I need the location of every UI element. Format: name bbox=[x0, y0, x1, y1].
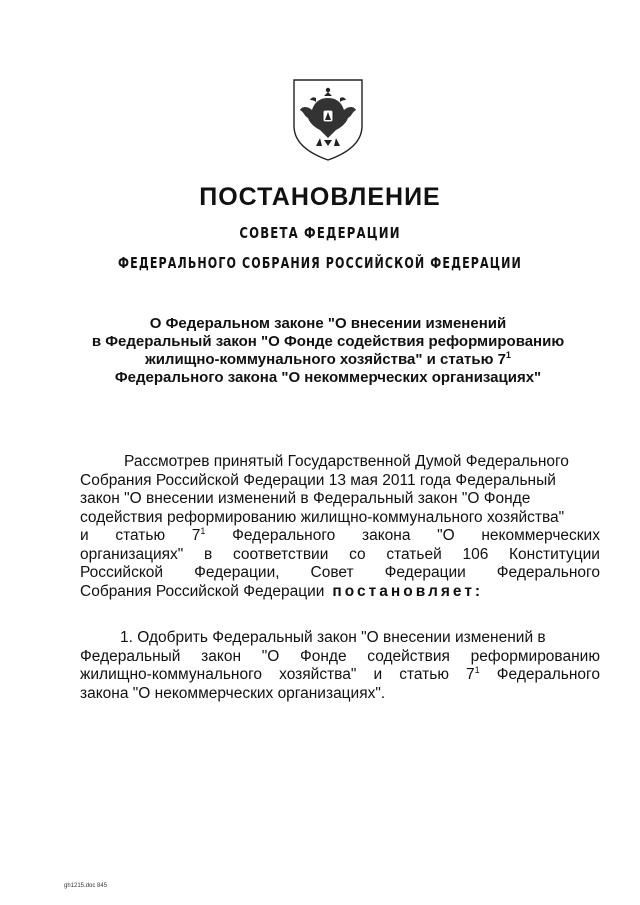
paragraph-line: закон "О внесении изменений в Федеральный закон "О Фонде bbox=[80, 490, 531, 507]
subject-line: Федерального закона "О некоммерческих организациях" bbox=[114, 369, 542, 386]
paragraph-line: закона "О некоммерческих организациях". bbox=[80, 684, 386, 702]
resolution-verb: постановляет: bbox=[332, 582, 484, 600]
paragraph-line: Рассмотрев принятый Государственной Думой Федерального bbox=[124, 453, 569, 470]
document-subject bbox=[60, 315, 596, 387]
document-title: ПОСТАНОВЛЕНИЕ bbox=[199, 183, 441, 211]
subject-line: жилищно-коммунального хозяйства" и статью $7^1$ bbox=[145, 350, 511, 368]
paragraph-line: содействия реформированию жилищно-коммунального хозяйства" bbox=[80, 508, 565, 526]
paragraph-line: Собрания Российской Федерации 13 мая 2011 года Федеральный bbox=[80, 471, 556, 489]
superscript: 1 bbox=[200, 526, 206, 536]
document-subtitle-line2: ФЕДЕРАЛЬНОГО СОБРАНИЯ РОССИЙСКОЙ ФЕДЕРАЦИИ bbox=[118, 254, 522, 272]
superscript: 1 bbox=[474, 665, 480, 675]
superscript: 1 bbox=[505, 350, 511, 360]
paragraph-line: жилищно-коммунального хозяйства" и статью $7^1$ Федерального bbox=[80, 665, 600, 683]
document-code: gh1215.doc 845 bbox=[64, 883, 108, 889]
resolution-paragraph-1 bbox=[80, 453, 600, 601]
subject-line: О Федеральном законе "О внесении изменений bbox=[149, 315, 507, 332]
document-subtitle-line1: СОВЕТА ФЕДЕРАЦИИ bbox=[239, 224, 401, 242]
paragraph-line: 1. Одобрить Федеральный закон "О внесении изменений в bbox=[120, 629, 546, 646]
subject-line: в Федеральный закон "О Фонде содействия реформированию bbox=[91, 333, 565, 350]
paragraph-line: Собрания Российской Федерации постановляет: bbox=[80, 582, 484, 600]
paragraph-line: и статью $7^1$ Федерального закона "О некоммерческих bbox=[80, 526, 600, 544]
russian-coat-of-arms-icon bbox=[290, 76, 366, 162]
paragraph-line: Российской Федерации, Совет Федерации Федерального bbox=[80, 564, 600, 581]
paragraph-line: Федеральный закон "О Фонде содействия реформированию bbox=[80, 647, 600, 665]
paragraph-line: организациях" в соответствии со статьей 106 Конституции bbox=[80, 545, 600, 563]
resolution-paragraph-2 bbox=[80, 629, 600, 703]
